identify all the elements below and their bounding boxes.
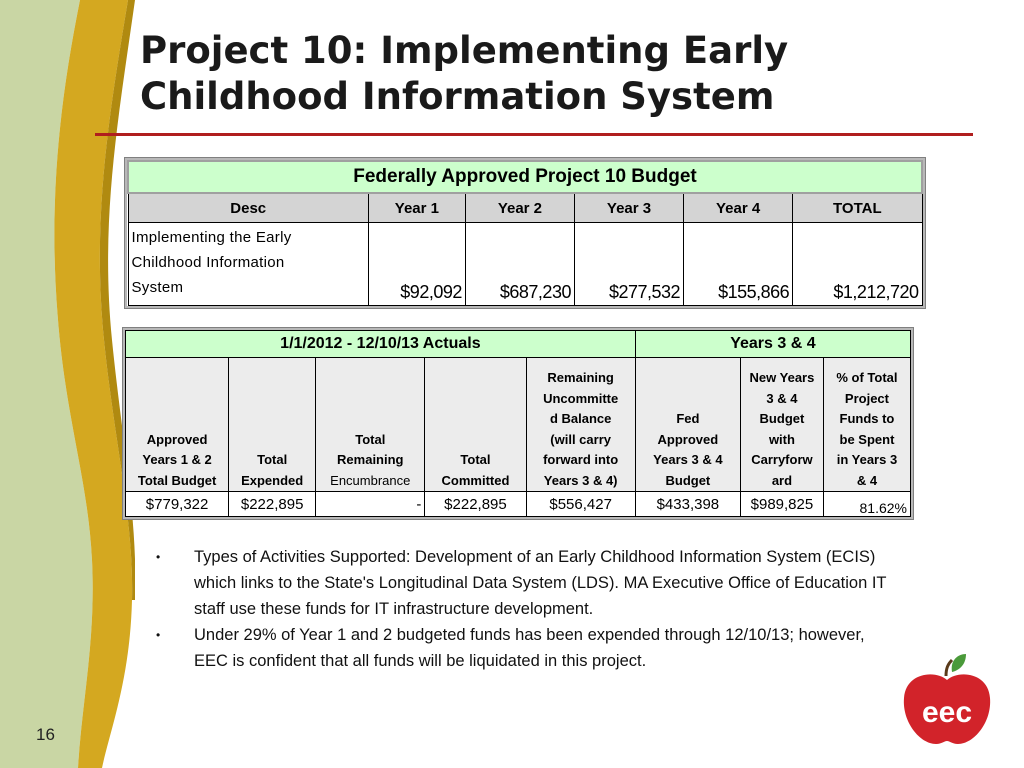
header-line: Years 1 & 2 <box>142 452 212 467</box>
header-line: d Balance <box>549 411 612 426</box>
header-line: & 4 <box>856 472 878 488</box>
desc-line: System <box>131 279 184 296</box>
budget-table-frame <box>124 157 926 309</box>
slide-number: 16 <box>36 725 55 744</box>
header-line: Remaining <box>337 452 404 467</box>
header-line: Expended <box>241 472 304 488</box>
header-line: in Years 3 <box>836 452 898 467</box>
header-line: (will carry <box>550 431 611 447</box>
side-wave-decoration <box>0 0 135 768</box>
header-line: Budget <box>759 411 805 426</box>
header-year-2: Year 2 <box>465 193 574 223</box>
header-fed-approved <box>635 358 740 492</box>
header-line: Approved <box>657 431 719 447</box>
approved-budget-value: $779,322 <box>126 492 229 517</box>
header-line: % of Total <box>836 370 898 385</box>
budget-desc-cell <box>128 223 368 306</box>
header-total-remaining-encumbrance <box>316 358 425 492</box>
header-line: Total Budget <box>137 472 217 488</box>
header-line: Total <box>355 431 386 447</box>
budget-table-header-row <box>128 193 922 223</box>
actuals-header-row <box>126 358 911 492</box>
header-line: Encumbrance <box>330 472 411 488</box>
header-line: Approved <box>146 431 208 447</box>
header-total-committed <box>425 358 526 492</box>
header-line: Budget <box>665 472 711 488</box>
header-desc: Desc <box>128 193 368 223</box>
total-expended-value: $222,895 <box>229 492 316 517</box>
bullet-dot-icon: • <box>156 550 161 564</box>
header-remaining-balance <box>526 358 635 492</box>
years-3-4-caption: Years 3 & 4 <box>635 331 910 358</box>
header-line: Fed <box>676 411 700 426</box>
header-line: forward into <box>543 452 619 467</box>
header-total: TOTAL <box>793 193 922 223</box>
header-line: Carryforw <box>751 452 813 467</box>
header-approved-budget <box>126 358 229 492</box>
header-year-4: Year 4 <box>684 193 793 223</box>
year-1-value: $92,092 <box>368 223 465 306</box>
header-year-3: Year 3 <box>574 193 683 223</box>
header-line: 3 & 4 <box>766 390 798 406</box>
header-total-expended <box>229 358 316 492</box>
bullet-list <box>150 544 890 674</box>
header-line: Remaining <box>547 370 614 385</box>
header-year-1: Year 1 <box>368 193 465 223</box>
desc-line: Childhood Information <box>131 254 285 271</box>
header-line: Funds to <box>839 411 895 426</box>
header-new-budget-carryforward <box>740 358 823 492</box>
stem-icon <box>946 660 952 676</box>
leaf-icon <box>952 654 966 672</box>
new-budget-value: $989,825 <box>740 492 823 517</box>
actuals-table <box>125 330 911 517</box>
bullet-text: Under 29% of Year 1 and 2 budgeted funds has been expended through 12/10/13; however, EEC is confident that all funds will be liquidated in this project. <box>194 626 865 670</box>
header-line: Project <box>844 390 889 406</box>
budget-table <box>127 160 923 306</box>
title-divider <box>95 133 973 136</box>
header-line: be Spent <box>839 431 895 447</box>
actuals-table-frame <box>122 327 914 520</box>
year-4-value: $155,866 <box>684 223 793 306</box>
year-3-value: $277,532 <box>574 223 683 306</box>
remaining-encumbrance-value: - <box>316 492 425 517</box>
header-line: Total <box>257 452 288 467</box>
total-committed-value: $222,895 <box>425 492 526 517</box>
header-line: New Years <box>749 370 815 385</box>
fed-approved-value: $433,398 <box>635 492 740 517</box>
slide-title: Project 10: Implementing Early Childhood Information System <box>140 29 789 118</box>
remaining-balance-value: $556,427 <box>526 492 635 517</box>
bullet-text: Types of Activities Supported: Development of an Early Childhood Information System (ECIS) which links to the State's Longitudinal Data System (LDS). MA Executive Office of Education IT staff use these funds for IT infrastructure development. <box>194 548 887 618</box>
header-line: Years 3 & 4) <box>543 472 618 488</box>
header-line: Uncommitte <box>543 390 619 406</box>
year-2-value: $687,230 <box>465 223 574 306</box>
total-value: $1,212,720 <box>793 223 922 306</box>
actuals-values-row <box>126 492 911 517</box>
desc-line: Implementing the Early <box>131 229 292 246</box>
actuals-caption: 1/1/2012 - 12/10/13 Actuals <box>126 331 636 358</box>
percent-spent-value: 81.62% <box>823 492 910 517</box>
bullet-dot-icon: • <box>156 628 161 642</box>
logo-text: eec <box>921 696 973 729</box>
header-line: Committed <box>441 472 510 488</box>
header-line: ard <box>771 472 793 488</box>
eec-apple-logo <box>900 652 994 748</box>
bullet-item <box>150 544 890 622</box>
bullet-item <box>150 622 890 674</box>
budget-table-row <box>128 223 922 306</box>
header-line: Total <box>460 452 491 467</box>
header-line: with <box>768 431 795 447</box>
header-line: Years 3 & 4 <box>653 452 723 467</box>
header-percent-spent <box>823 358 910 492</box>
budget-table-caption: Federally Approved Project 10 Budget <box>128 161 922 193</box>
